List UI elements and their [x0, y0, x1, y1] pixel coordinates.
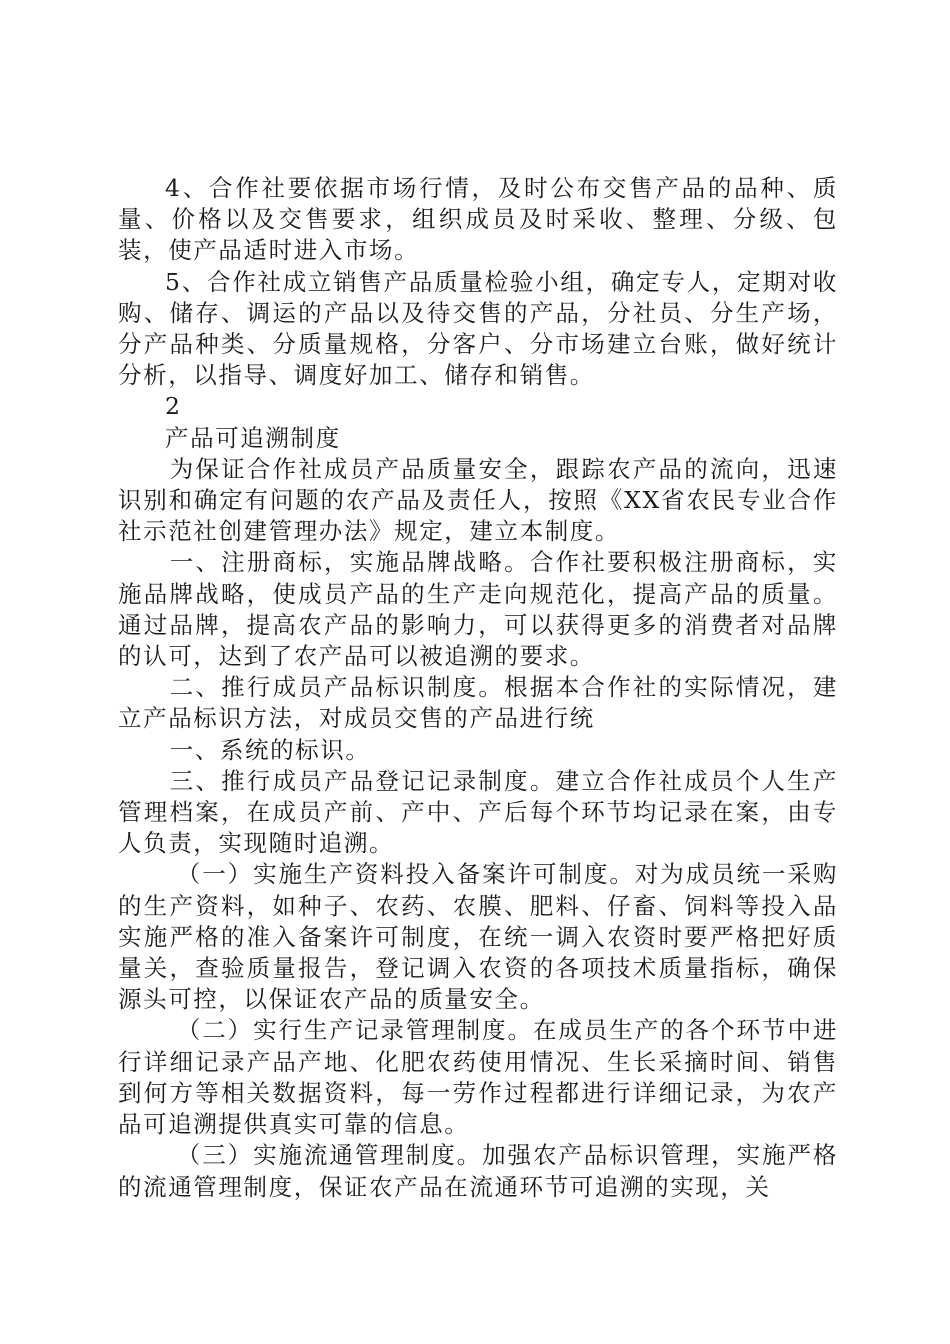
intro-paragraph: 为保证合作社成员产品质量安全，跟踪农产品的流向，迅速识别和确定有问题的农产品及责任人，按照《XX省农民专业合作社示范社创建管理办法》规定，建立本制度。: [118, 454, 838, 546]
paragraph-trademark: 一、注册商标，实施品牌战略。合作社要积极注册商标，实施品牌战略，使成员产品的生产走向规范化，提高产品的质量。通过品牌，提高农产品的影响力，可以获得更多的消费者对品牌的认可，达到了农产品可以被追溯的要求。: [118, 548, 838, 671]
paragraph-item-5: 5、合作社成立销售产品质量检验小组，确定专人，定期对收购、储存、调运的产品以及待交售的产品，分社员、分生产场，分产品种类、分质量规格，分客户、分市场建立台账，做好统计分析，以指导、调度好加工、储存和销售。: [118, 267, 838, 390]
paragraph-sub-2: （二）实行生产记录管理制度。在成员生产的各个环节中进行详细记录产品产地、化肥农药使用情况、生长采摘时间、销售到何方等相关数据资料，每一劳作过程都进行详细记录，为农产品可追溯提供真实可靠的信息。: [118, 1016, 838, 1139]
section-title: 产品可追溯制度: [165, 423, 341, 452]
paragraph-product-label: 二、推行成员产品标识制度。根据本合作社的实际情况，建立产品标识方法，对成员交售的产品进行统: [118, 673, 838, 733]
paragraph-system-label: 一、系统的标识。: [169, 735, 371, 764]
document-body: [118, 173, 838, 1203]
paragraph-sub-1: （一）实施生产资料投入备案许可制度。对为成员统一采购的生产资料，如种子、农药、农膜、肥料、仔畜、饲料等投入品实施严格的准入备案许可制度，在统一调入农资时要严格把好质量关，查验质量报告，登记调入农资的各项技术质量指标，确保源头可控，以保证农产品的质量安全。: [118, 860, 838, 1014]
page-number: 2: [165, 392, 182, 421]
paragraph-sub-3: （三）实施流通管理制度。加强农产品标识管理，实施严格的流通管理制度，保证农产品在流通环节可追溯的实现，关: [118, 1141, 838, 1201]
paragraph-registration: 三、推行成员产品登记记录制度。建立合作社成员个人生产管理档案，在成员产前、产中、产后每个环节均记录在案，由专人负责，实现随时追溯。: [118, 766, 838, 858]
paragraph-item-4: 4、合作社要依据市场行情，及时公布交售产品的品种、质量、价格以及交售要求，组织成员及时采收、整理、分级、包装，使产品适时进入市场。: [118, 174, 838, 265]
